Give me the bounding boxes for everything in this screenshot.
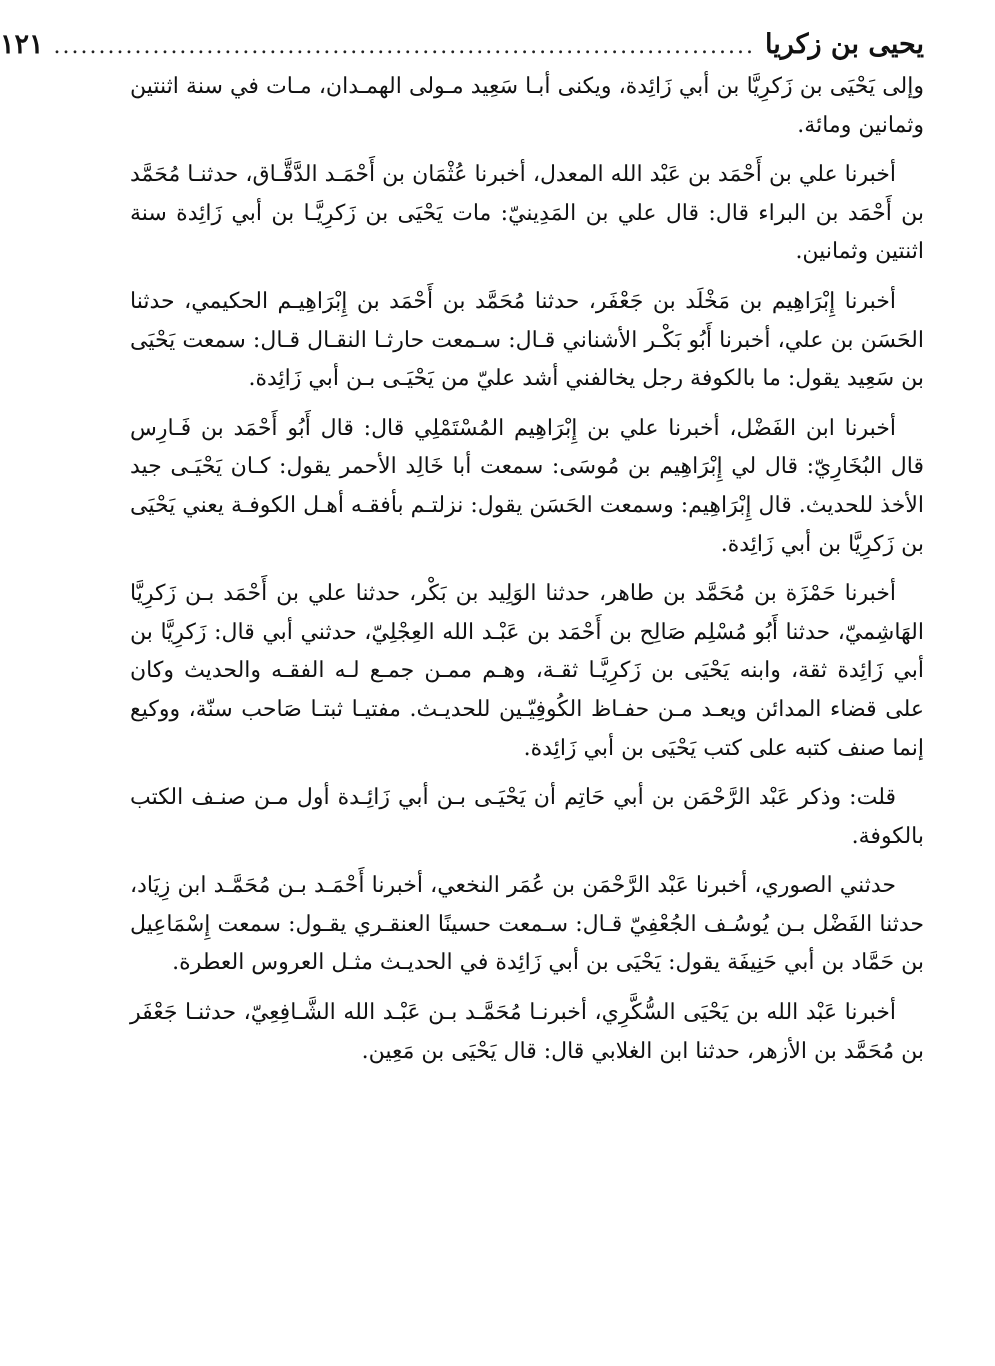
dot-leader: .............................................................................. [53,34,755,59]
page-number: ١٢١ [0,29,44,60]
paragraph-3: أخبرنا إِبْرَاهِيم بن مَخْلَد بن جَعْفَر، حدثنا مُحَمَّد بن أَحْمَد بن إِبْرَاهِيـم الحكيمي، حدثنا الحَسَن بن علي، أخبرنا أَبُو بَكْـر الأشناني قـال: سـمعت حارثـا النقـال قـال: سمعت يَحْيَى بن سَعِيد يقول: ما بالكوفة رجل يخالفني أشد عليّ من يَحْيَـى بـن أبي زَائِدة. [130,288,924,392]
paragraph-6: قلت: وذكر عَبْد الرَّحْمَن بن أبي حَاتِم أن يَحْيَـى بـن أبي زَائِـدة أول مـن صنـف الكتب بالكوفة. [130,785,924,849]
paragraph-1: وإلى يَحْيَى بن زَكرِيَّا بن أبي زَائِدة، ويكنى أبـا سَعِيد مـولى الهمـدان، مـات في سنة اثنتين وثمانين ومائة. [130,74,924,138]
page-body [130,68,924,1071]
paragraph-7: حدثني الصوري، أخبرنا عَبْد الرَّحْمَن بن عُمَر النخعي، أخبرنا أَحْمَـد بـن مُحَمَّـد ابن زِيَاد، حدثنا الفَضْل بـن يُوسُـف الجُعْفِيّ قـال: سـمعت حسينًا العنقـري يقـول: سمعت إِسْمَاعِيل بن حَمَّاد بن أبي حَنِيفَة يقول: يَحْيَى بن أبي زَائِدة في الحديـث مثـل العروس العطرة. [130,873,924,976]
book-page [0,22,924,1342]
running-header [0,22,924,68]
paragraph-8: أخبرنا عَبْد الله بن يَحْيَى السُّكَّرِي، أخبرنـا مُحَمَّـد بـن عَبْـد الله الشَّـافِعِيّ، حدثنـا جَعْفَر بن مُحَمَّد بن الأزهر، حدثنا ابن الغلابي قال: قال يَحْيَى بن مَعِين. [130,1000,924,1064]
paragraph-4: أخبرنا ابن الفَضْل، أخبرنا علي بن إِبْرَاهِيم المُسْتَمْلِي قال: قال أَبُو أَحْمَد بن فَـارِس قال البُخَارِيّ: قال لي إِبْرَاهِيم بن مُوسَى: سمعت أبا خَالِد الأحمر يقول: كـان يَحْيَـى جيد الأخذ للحديث. قال إِبْرَاهِيم: وسمعت الحَسَن يقول: نزلتـم بأفقـه أهـل الكوفـة يعني يَحْيَى بن زَكرِيَّا بن أبي زَائِدة. [130,415,924,557]
running-title: يحيى بن زكريا [765,29,924,60]
paragraph-5: أخبرنا حَمْزَة بن مُحَمَّد بن طاهر، حدثنا الوَلِيد بن بَكْر، حدثنا علي بن أَحْمَد بـن زَكرِيَّا الهَاشِميّ، حدثنا أَبُو مُسْلِم صَالِح بن أَحْمَد بن عَبْـد الله العِجْلِيّ، حدثني أبي قال: زَكرِيَّا بن أبي زَائِدة ثقة، وابنه يَحْيَى بن زَكرِيَّـا ثقـة، وهـم ممـن جمـع لـه الفقـه والحديث وكان على قضاء المدائن ويعـد مـن حفـاظ الكُوفِيّـين للحديـث. مفتيـا ثبتـا صَاحب سنّة، ووكيع إنما صنف كتبه على كتب يَحْيَى بن أبي زَائِدة. [130,581,924,761]
paragraph-2: أخبرنا علي بن أَحْمَد بن عَبْد الله المعدل، أخبرنا عُثْمَان بن أَحْمَـد الدَّقَّـاق، حدثنـا مُحَمَّد بن أَحْمَد بن البراء قال: قال علي بن المَدِينيّ: مات يَحْيَى بن زَكرِيَّـا بن أبي زَائِدة سنة اثنتين وثمانين. [130,162,924,265]
